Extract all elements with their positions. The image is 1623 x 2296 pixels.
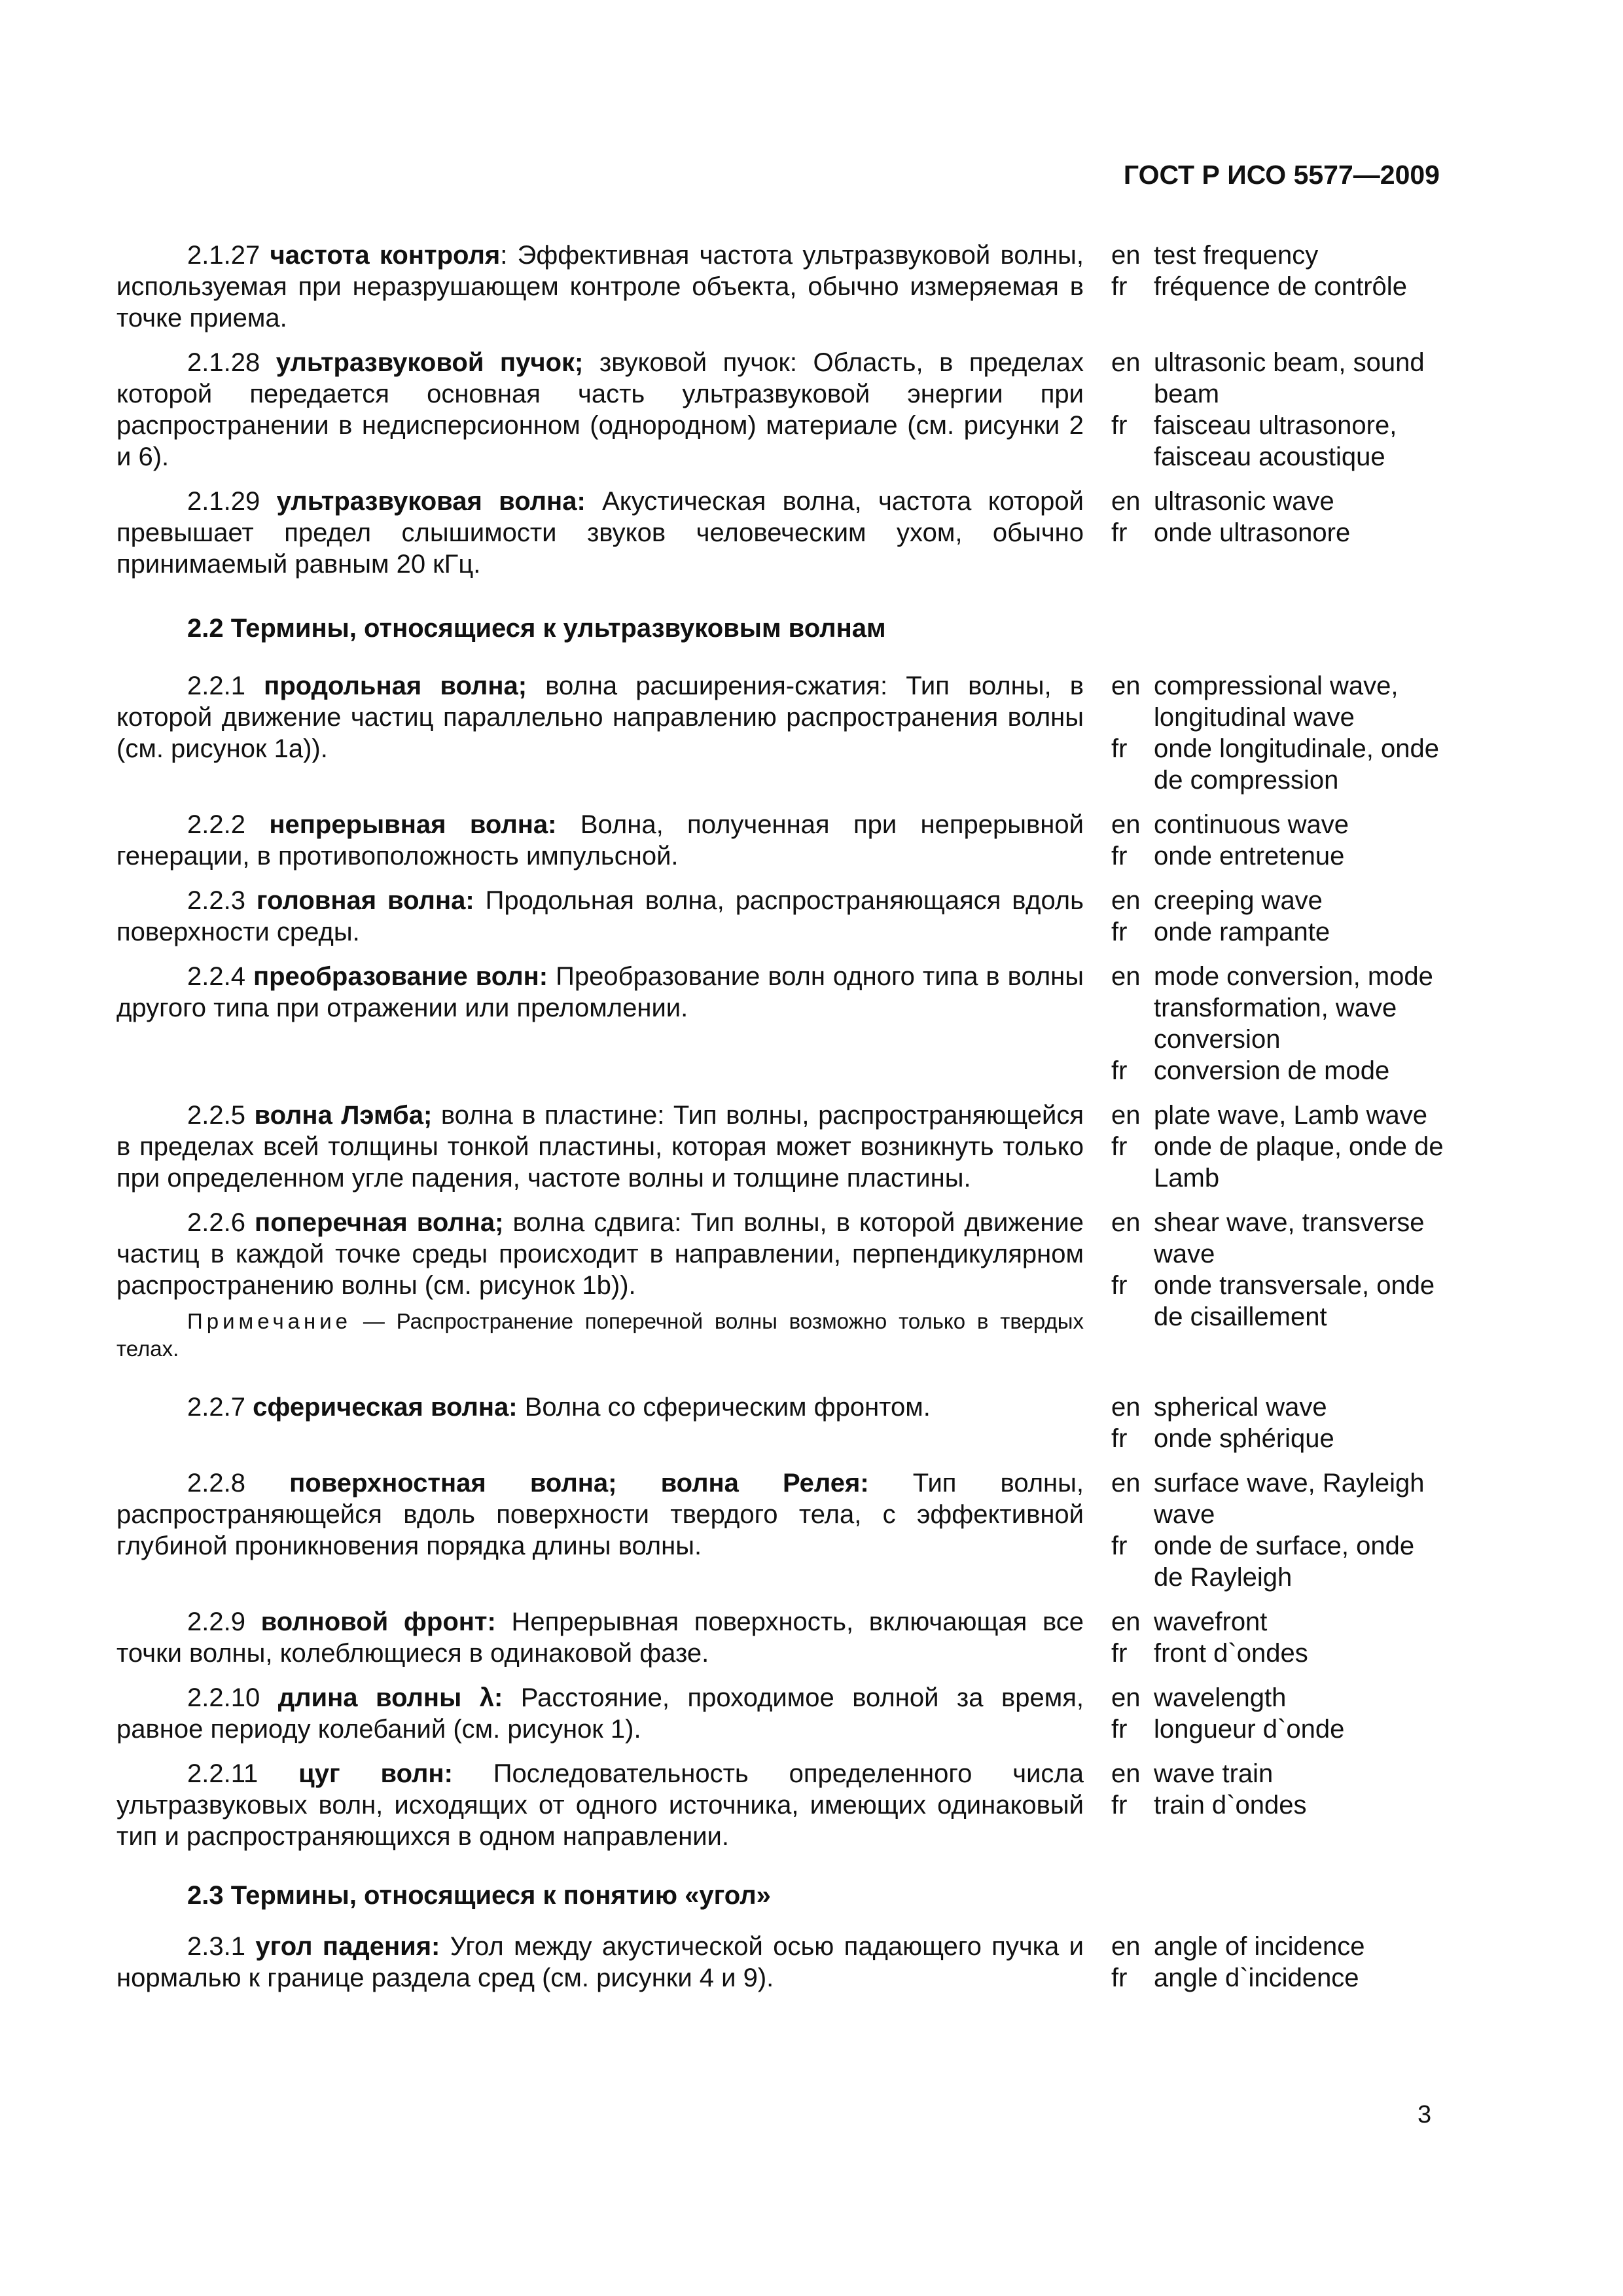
french-equivalent: onde ultrasonore: [1154, 518, 1351, 547]
definition-text: Угол между акустической осью падающего пучка и нормалью к границе раздела сред (см. рисунки 4 и 9).: [116, 1932, 1084, 1992]
french-equivalent: fréquence de contrôle: [1154, 272, 1407, 301]
lang-code-en: en: [1111, 886, 1141, 915]
term-name: головная волна:: [256, 886, 474, 915]
term-equivalents: [1111, 1391, 1445, 1454]
english-equivalent: wavelength: [1154, 1683, 1287, 1712]
term-name: поперечная волна;: [255, 1208, 504, 1237]
definition-text: Волна со сферическим фронтом.: [517, 1393, 931, 1422]
english-equivalent: ultrasonic wave: [1154, 487, 1334, 516]
lang-code-en: en: [1111, 672, 1141, 700]
definition-text: Волна, полученная при непрерывной генерации, в противоположность импульсной.: [116, 810, 1084, 870]
term-number: 2.2.7: [187, 1393, 245, 1422]
definition-text: Тип волны, распространяющейся вдоль поверхности твердого тела, с эффективной глубиной проникновения порядка длины волны.: [116, 1469, 1084, 1560]
french-equivalent: onde rampante: [1154, 918, 1330, 946]
term-name: длина волны λ:: [277, 1683, 503, 1712]
term-equivalents: [1111, 1207, 1445, 1363]
term-equivalents: [1111, 1931, 1445, 1994]
term-number: 2.2.2: [187, 810, 245, 839]
term-equivalents: [1111, 347, 1445, 473]
term-entry: [116, 1391, 1445, 1454]
term-entry: [116, 885, 1445, 948]
term-entry: [116, 1931, 1445, 1994]
french-equivalent: onde entretenue: [1154, 842, 1345, 870]
english-equivalent: compressional wave, longitudinal wave: [1154, 672, 1399, 732]
french-equivalent: onde longitudinale, onde de compression: [1154, 734, 1439, 795]
term-equivalents: [1111, 486, 1445, 580]
term-equivalents: [1111, 1682, 1445, 1745]
definition-text: : Тип волны, в которой движение частиц параллельно направлению распространения волны (см. рисунок 1a)).: [116, 672, 1084, 763]
definition-text: Расстояние, проходимое волной за время, равное периоду колебаний (см. рисунок 1).: [116, 1683, 1084, 1744]
lang-code-fr: fr: [1111, 272, 1128, 301]
term-name: волна Лэмба;: [254, 1101, 433, 1130]
term-entry: [116, 809, 1445, 872]
note-label: Примечание: [187, 1309, 352, 1333]
lang-code-fr: fr: [1111, 1424, 1128, 1453]
french-equivalent: faisceau ultrasonore, faisceau acoustique: [1154, 411, 1397, 471]
lang-code-fr: fr: [1111, 1532, 1128, 1560]
term-definition: [116, 1467, 1084, 1593]
term-number: 2.2.11: [187, 1759, 259, 1788]
term-entry: [116, 1207, 1445, 1363]
english-equivalent: test frequency: [1154, 241, 1319, 270]
term-equivalents: [1111, 885, 1445, 948]
lang-code-fr: fr: [1111, 1791, 1128, 1820]
french-equivalent: angle d`incidence: [1154, 1964, 1359, 1992]
lang-code-en: en: [1111, 1683, 1141, 1712]
definition-text: : Область, в пределах которой передается основная часть ультразвуковой энергии при распространении в недисперсионном (однородном) материале (см. рисунки 2 и 6).: [116, 348, 1084, 471]
term-number: 2.2.3: [187, 886, 245, 915]
term-number: 2.1.29: [187, 487, 260, 516]
term-name: непрерывная волна:: [269, 810, 557, 839]
lang-code-fr: fr: [1111, 1056, 1128, 1085]
term-definition: [116, 670, 1084, 796]
terms-list: [116, 240, 1445, 1994]
section-heading: 2.3 Термины, относящиеся к понятию «угол»: [187, 1881, 771, 1910]
french-equivalent: front d`ondes: [1154, 1639, 1308, 1668]
lang-code-en: en: [1111, 487, 1141, 516]
definition-text: Непрерывная поверхность, включающая все точки волны, колеблющиеся в одинаковой фазе.: [116, 1607, 1084, 1668]
english-equivalent: creeping wave: [1154, 886, 1323, 915]
french-equivalent: longueur d`onde: [1154, 1715, 1345, 1744]
lang-code-fr: fr: [1111, 1715, 1128, 1744]
term-entry: [116, 240, 1445, 334]
english-equivalent: plate wave, Lamb wave: [1154, 1101, 1428, 1130]
english-equivalent: mode conversion, mode transformation, wave conversion: [1154, 962, 1433, 1054]
lang-code-en: en: [1111, 962, 1141, 991]
term-entry: [116, 1682, 1445, 1745]
lang-code-fr: fr: [1111, 842, 1128, 870]
term-number: 2.2.10: [187, 1683, 260, 1712]
term-definition: [116, 1931, 1084, 1994]
term-equivalents: [1111, 1606, 1445, 1669]
french-equivalent: onde transversale, onde de cisaillement: [1154, 1271, 1435, 1331]
definition-text: Продольная волна, распространяющаяся вдоль поверхности среды.: [116, 886, 1084, 946]
term-definition: [116, 1758, 1084, 1852]
term-number: 2.1.28: [187, 348, 260, 377]
english-equivalent: shear wave, transverse wave: [1154, 1208, 1425, 1268]
french-equivalent: train d`ondes: [1154, 1791, 1307, 1820]
french-equivalent: onde sphérique: [1154, 1424, 1334, 1453]
term-name: частота контроля: [270, 241, 501, 270]
term-synonym: волна расширения-сжатия: [527, 672, 880, 700]
term-definition: [116, 885, 1084, 948]
term-definition: [116, 347, 1084, 473]
term-definition-block: [116, 1207, 1084, 1363]
term-definition: [116, 1391, 1084, 1454]
lang-code-fr: fr: [1111, 411, 1128, 440]
term-name: цуг волн:: [298, 1759, 453, 1788]
document-header: ГОСТ Р ИСО 5577—2009: [1123, 160, 1440, 190]
french-equivalent: onde de surface, onde de Rayleigh: [1154, 1532, 1415, 1592]
definition-text: Последовательность определенного числа ультразвуковых волн, исходящих от одного источника, имеющих одинаковый тип и распространяющихся в одном направлении.: [116, 1759, 1084, 1851]
term-definition: [116, 1606, 1084, 1669]
term-equivalents: [1111, 809, 1445, 872]
term-entry: [116, 347, 1445, 473]
term-equivalents: [1111, 961, 1445, 1086]
term-number: 2.2.4: [187, 962, 245, 991]
term-name: волновой фронт:: [260, 1607, 496, 1636]
english-equivalent: spherical wave: [1154, 1393, 1327, 1422]
lang-code-en: en: [1111, 1759, 1141, 1788]
term-synonym: волна сдвига: [503, 1208, 675, 1237]
lang-code-fr: fr: [1111, 918, 1128, 946]
lang-code-fr: fr: [1111, 734, 1128, 763]
term-equivalents: [1111, 1100, 1445, 1194]
term-equivalents: [1111, 240, 1445, 334]
lang-code-fr: fr: [1111, 1132, 1128, 1161]
english-equivalent: angle of incidence: [1154, 1932, 1365, 1961]
term-entry: [116, 1606, 1445, 1669]
lang-code-fr: fr: [1111, 1271, 1128, 1300]
lang-code-fr: fr: [1111, 518, 1128, 547]
term-name: ультразвуковой пучок;: [276, 348, 584, 377]
term-name: ультразвуковая волна:: [276, 487, 586, 516]
definition-text: : Эффективная частота ультразвуковой волны, используемая при неразрушающем контроле объекта, обычно измеряемая в точке приема.: [116, 241, 1084, 332]
term-number: 2.2.9: [187, 1607, 245, 1636]
term-name: угол падения:: [255, 1932, 440, 1961]
page-number: 3: [1418, 2101, 1432, 2128]
term-name: продольная волна;: [264, 672, 527, 700]
term-entry: [116, 1467, 1445, 1593]
term-number: 2.3.1: [187, 1932, 245, 1961]
lang-code-en: en: [1111, 1469, 1141, 1498]
english-equivalent: ultrasonic beam, sound beam: [1154, 348, 1425, 408]
lang-code-fr: fr: [1111, 1964, 1128, 1992]
term-number: 2.2.1: [187, 672, 245, 700]
term-name: сферическая волна:: [253, 1393, 518, 1422]
french-equivalent: conversion de mode: [1154, 1056, 1390, 1085]
term-note: [116, 1308, 1084, 1363]
section-heading: 2.2 Термины, относящиеся к ультразвуковым волнам: [187, 614, 886, 643]
definition-text: Преобразование волн одного типа в волны другого типа при отражении или преломлении.: [116, 962, 1084, 1022]
english-equivalent: wave train: [1154, 1759, 1274, 1788]
lang-code-en: en: [1111, 1607, 1141, 1636]
definition-text: : Тип волны, в которой движение частиц в каждой точке среды происходит в направлении, перпендикулярном распространению волны (см. рисунок 1b)).: [116, 1208, 1084, 1300]
definition-text: : Тип волны, распространяющейся в пределах всей толщины тонкой пластины, которая может возникнуть только при определенном угле падения, частоте волны и толщине пластины.: [116, 1101, 1084, 1193]
lang-code-en: en: [1111, 1932, 1141, 1961]
french-equivalent: onde de plaque, onde de Lamb: [1154, 1132, 1444, 1193]
term-definition: [116, 809, 1084, 872]
term-entry: [116, 670, 1445, 796]
term-entry: [116, 486, 1445, 580]
lang-code-en: en: [1111, 348, 1141, 377]
term-definition: [116, 961, 1084, 1086]
term-synonym: волна в пластине: [432, 1101, 658, 1130]
definition-text: Акустическая волна, частота которой превышает предел слышимости звуков человеческим ухом, обычно принимаемый равным 20 кГц.: [116, 487, 1084, 579]
term-entry: [116, 961, 1445, 1086]
term-definition: [116, 1682, 1084, 1745]
term-entry: [116, 1100, 1445, 1194]
term-equivalents: [1111, 670, 1445, 796]
note-text: — Распространение поперечной волны возможно только в твердых телах.: [116, 1309, 1084, 1361]
term-number: 2.2.6: [187, 1208, 245, 1237]
lang-code-en: en: [1111, 1101, 1141, 1130]
lang-code-en: en: [1111, 1393, 1141, 1422]
lang-code-en: en: [1111, 810, 1141, 839]
term-number: 2.2.8: [187, 1469, 245, 1498]
english-equivalent: surface wave, Rayleigh wave: [1154, 1469, 1425, 1529]
lang-code-fr: fr: [1111, 1639, 1128, 1668]
term-equivalents: [1111, 1758, 1445, 1852]
term-definition: [116, 1207, 1084, 1301]
term-definition: [116, 1100, 1084, 1194]
term-entry: [116, 1758, 1445, 1852]
english-equivalent: continuous wave: [1154, 810, 1349, 839]
term-name: преобразование волн:: [253, 962, 548, 991]
term-number: 2.2.5: [187, 1101, 245, 1130]
term-equivalents: [1111, 1467, 1445, 1593]
term-name: поверхностная волна; волна Релея:: [289, 1469, 869, 1498]
term-definition: [116, 486, 1084, 580]
term-definition: [116, 240, 1084, 334]
lang-code-en: en: [1111, 241, 1141, 270]
term-number: 2.1.27: [187, 241, 260, 270]
term-synonym: звуковой пучок: [583, 348, 790, 377]
lang-code-en: en: [1111, 1208, 1141, 1237]
english-equivalent: wavefront: [1154, 1607, 1268, 1636]
